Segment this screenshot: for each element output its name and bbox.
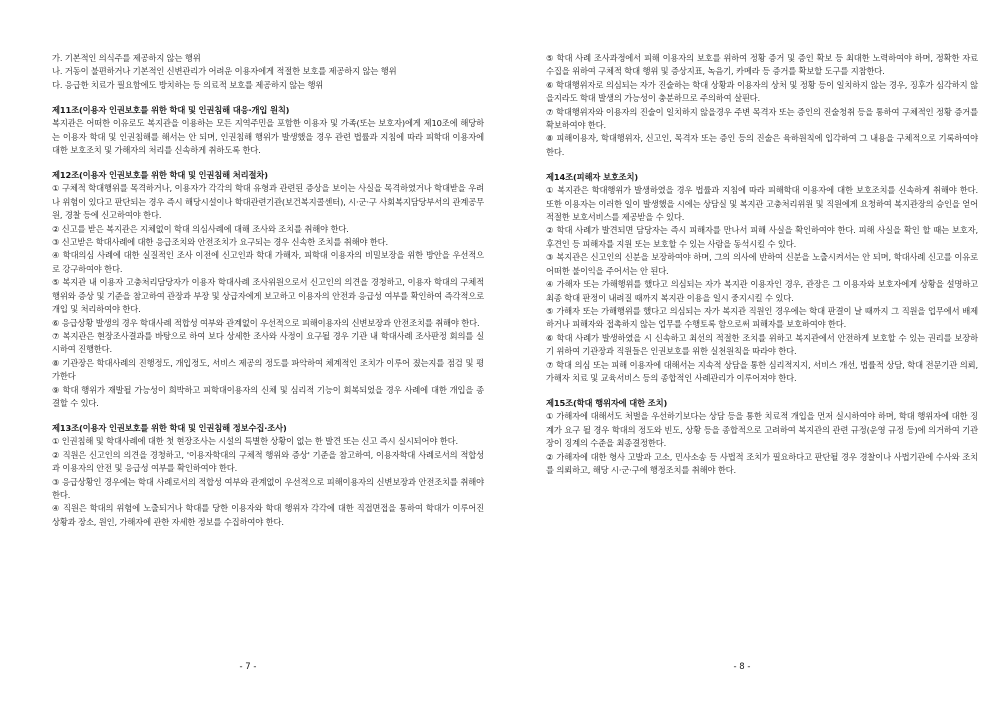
- article-paragraph: ① 인권침해 및 학대사례에 대한 첫 현장조사는 시설의 특별한 상황이 없는 한 발견 또는 신고 즉시 실시되어야 한다.: [52, 436, 458, 447]
- article-paragraph: ④ 직원은 학대의 위험에 노출되거나 학대를 당한 이용자와 학대 행위자 각각에 대한 직접면접을 통하여 학대가 이루어진 상황과 장소, 원인, 가해자에 관한 자세한 정보를 수집하여야 한다.: [52, 503, 484, 527]
- intro-block: [52, 52, 484, 92]
- article-title: 제12조(이용자 인권보호를 위한 학대 및 인권침해 처리절차): [52, 170, 268, 181]
- article-title: 제11조(이용자 인권보호를 위한 학대 및 인권침해 대응·개입 원칙): [52, 104, 290, 115]
- intro-block: [546, 52, 978, 159]
- intro-item: ⑥ 학대행위자로 의심되는 자가 진술하는 학대 상황과 이용자의 상처 및 정황 등이 일치하지 않는 경우, 징후가 심각하지 않을지라도 학대 발생의 가능성이 충분하므로 주의하여 살핀다.: [546, 79, 978, 104]
- article-12: [52, 169, 484, 410]
- article-paragraph: ⑨ 학대 행위가 재발될 가능성이 희박하고 피학대이용자의 신체 및 심리적 기능이 회복되었을 경우 사례에 대한 개입을 종결할 수 있다.: [52, 384, 484, 408]
- intro-item: 다. 응급한 치료가 필요함에도 방치하는 등 의료적 보호를 제공하지 않는 행위: [52, 79, 324, 90]
- intro-item: 나. 거동이 불편하거나 기본적인 신변관리가 어려운 이용자에게 적절한 보호를 제공하지 않는 행위: [52, 66, 397, 77]
- intro-item: ⑦ 학대행위자와 이용자의 진술이 일치하지 않을경우 주변 목격자 또는 증인의 진술청취 등을 통하여 구체적인 정황 증거를 확보하여야 한다.: [546, 106, 978, 131]
- article-11: [52, 104, 484, 158]
- intro-item: 가. 기본적인 의식주를 제공하지 않는 행위: [52, 53, 201, 63]
- intro-item: ⑧ 피해이용자, 학대행위자, 신고인, 목격자 또는 증인 등의 진술은 육하원칙에 입각하여 그 내용을 구체적으로 기록하여야 한다.: [546, 133, 978, 157]
- article-paragraph: ② 신고를 받은 복지관은 지체없이 학대 의심사례에 대해 조사와 조치를 취해야 한다.: [52, 223, 349, 234]
- article-13: [52, 422, 484, 529]
- article-paragraph: ① 복지관은 학대행위가 발생하였을 경우 법률과 지침에 따라 피해학대 이용자에 대한 보호조치를 신속하게 취해야 한다. 또한 이용자는 이러한 일이 발생했을 시에는 상담실 및 복지관 고충처리위원 및 직원에게 요청하여 복지관장의 승인을 얻어 적절한 보호서비스를 제공받을 수 있다.: [546, 185, 978, 223]
- article-paragraph: ③ 복지관은 신고인의 신분을 보장하여야 하며, 그의 의사에 반하여 신분을 노출시켜서는 안 되며, 학대사례 신고를 이유로 어떠한 불이익을 주어서는 안 된다.: [546, 252, 978, 276]
- article-paragraph: ② 가해자에 대한 형사 고발과 고소, 민사소송 등 사법적 조치가 필요하다고 판단될 경우 경찰이나 사법기관에 수사와 조치를 의뢰하고, 해당 시·군·구에 행정조치를 취해야 한다.: [546, 451, 978, 475]
- page-left: [52, 52, 484, 529]
- article-15: [546, 397, 978, 477]
- article-paragraph: ④ 가해자 또는 가해행위를 했다고 의심되는 자가 복지관 이용자인 경우, 관장은 그 이용자와 보호자에게 상황을 설명하고 최종 학대 판정이 내려질 때까지 복지관 이용을 일시 중지시킬 수 있다.: [546, 279, 978, 303]
- page-number-right: - 8 -: [733, 662, 751, 672]
- intro-item: ⑤ 학대 사례 조사과정에서 피해 이용자의 보호를 위하여 정황 증거 및 증인 확보 등 최대한 노력하여야 하며, 정확한 자료 수집을 위하여 구체적 학대 행위 및 증상지표, 녹음기, 카메라 등 증거를 확보할 도구를 지참한다.: [546, 53, 978, 77]
- page-right: [546, 52, 978, 477]
- article-paragraph: 복지관은 어떠한 이유로도 복지관을 이용하는 모든 지역주민을 포함한 이용자 및 가족(또는 보호자)에게 제10조에 해당하는 이용자 학대 및 인권침해를 해서는 안 되며, 인권침해 행위가 발생했을 경우 관련 법률과 지침에 따라 피학대 이용자에 대한 보호조치 및 가해자의 처리를 신속하게 취하도록 한다.: [52, 118, 484, 156]
- article-paragraph: ⑧ 기관장은 학대사례의 진행정도, 개입정도, 서비스 제공의 정도를 파악하여 체계적인 조치가 이루어 졌는지를 점검 및 평가한다: [52, 357, 484, 382]
- article-paragraph: ⑦ 학대 의심 또는 피해 이용자에 대해서는 지속적 상담을 통한 심리적지지, 서비스 개선, 법률적 상담, 학대 전문기관 의뢰, 가해자 치료 및 교육서비스 등의 종합적인 사례관리가 이루어져야 한다.: [546, 359, 978, 383]
- article-paragraph: ⑤ 가해자 또는 가해행위를 했다고 의심되는 자가 복지관 직원인 경우에는 학대 판결이 날 때까지 그 직원을 업무에서 배제하거나 피해자와 접촉하지 않는 업무를 수행토록 함으로써 피해자를 보호하여야 한다.: [546, 305, 978, 330]
- article-paragraph: ④ 학대의심 사례에 대한 실질적인 조사 이전에 신고인과 학대 가해자, 피학대 이용자의 비밀보장을 위한 방안을 우선적으로 강구하여야 한다.: [52, 250, 484, 274]
- article-paragraph: ① 가해자에 대해서도 처벌을 우선하기보다는 상담 등을 통한 치료적 개입을 먼저 실시하여야 하며, 학대 행위자에 대한 징계가 요구 될 경우 학대의 정도와 빈도, 상황 등을 종합적으로 고려하여 복지관의 관련 규정(운영 규정 등)에 의거하여 기관장이 징계의 수준을 최종결정한다.: [546, 411, 978, 449]
- article-title: 제13조(이용자 인권보호를 위한 학대 및 인권침해 정보수집·조사): [52, 422, 287, 433]
- article-paragraph: ⑤ 복지관 내 이용자 고충처리담당자가 이용자 학대사례 조사위원으로서 신고인의 의견을 경청하고, 이용자 학대의 구체적 행위와 증상 및 기준을 참고하여 관장과 부장 및 상급자에게 보고하고 이용자의 안전과 응급성 여부를 확인하여 즉각적으로 개입 및 처리하여야 한다.: [52, 277, 484, 315]
- article-title: 제14조(피해자 보호조치): [546, 171, 639, 182]
- article-14: [546, 171, 978, 386]
- page-number-left: - 7 -: [239, 662, 257, 672]
- article-paragraph: ⑥ 학대 사례가 발생하였을 시 신속하고 최선의 적절한 조치를 위하고 복지관에서 안전하게 보호할 수 있는 권리를 보장하기 위하여 기관장과 직원들은 인권보호를 위한 실천원칙을 따라야 한다.: [546, 332, 978, 357]
- article-title: 제15조(학대 행위자에 대한 조치): [546, 397, 668, 408]
- article-paragraph: ② 직원은 신고인의 의견을 경청하고, '이용자학대의 구체적 행위와 증상' 기준을 참고하여, 이용자학대 사례로서의 적합성과 이용자의 안전 및 응급성 여부를 확인하여야 한다.: [52, 449, 484, 474]
- article-paragraph: ② 학대 사례가 발견되면 담당자는 즉시 피해자를 만나서 피해 사실을 확인하여야 한다. 피해 사실을 확인 할 때는 보호자, 후견인 등 피해자를 지원 또는 보호할 수 있는 사람을 동석시킬 수 있다.: [546, 225, 978, 249]
- article-paragraph: ① 구체적 학대행위를 목격하거나, 이용자가 각각의 학대 유형과 관련된 증상을 보이는 사실을 목격하였거나 학대받을 우려나 위험이 있다고 판단되는 경우 즉시 해당시설이나 학대관련기관(보건복지콜센터), 시·군·구 사회복지담당부서의 관계공무원, 경찰 등에 신고하여야 한다.: [52, 183, 484, 221]
- article-paragraph: ③ 신고받은 학대사례에 대한 응급조치와 안전조치가 요구되는 경우 신속한 조치를 취해야 한다.: [52, 237, 389, 248]
- article-paragraph: ③ 응급상황인 경우에는 학대 사례로서의 적합성 여부와 관계없이 우선적으로 피해이용자의 신변보장과 안전조치를 취해야 한다.: [52, 476, 484, 500]
- article-paragraph: ⑥ 응급상황 발생의 경우 학대사례 적합성 여부와 관계없이 우선적으로 피해이용자의 신변보장과 안전조치를 취해야 한다.: [52, 317, 480, 328]
- article-paragraph: ⑦ 복지관은 현장조사결과를 바탕으로 하여 보다 상세한 조사와 사정이 요구될 경우 기관 내 학대사례 조사판정 회의를 실시하여 진행한다.: [52, 330, 484, 355]
